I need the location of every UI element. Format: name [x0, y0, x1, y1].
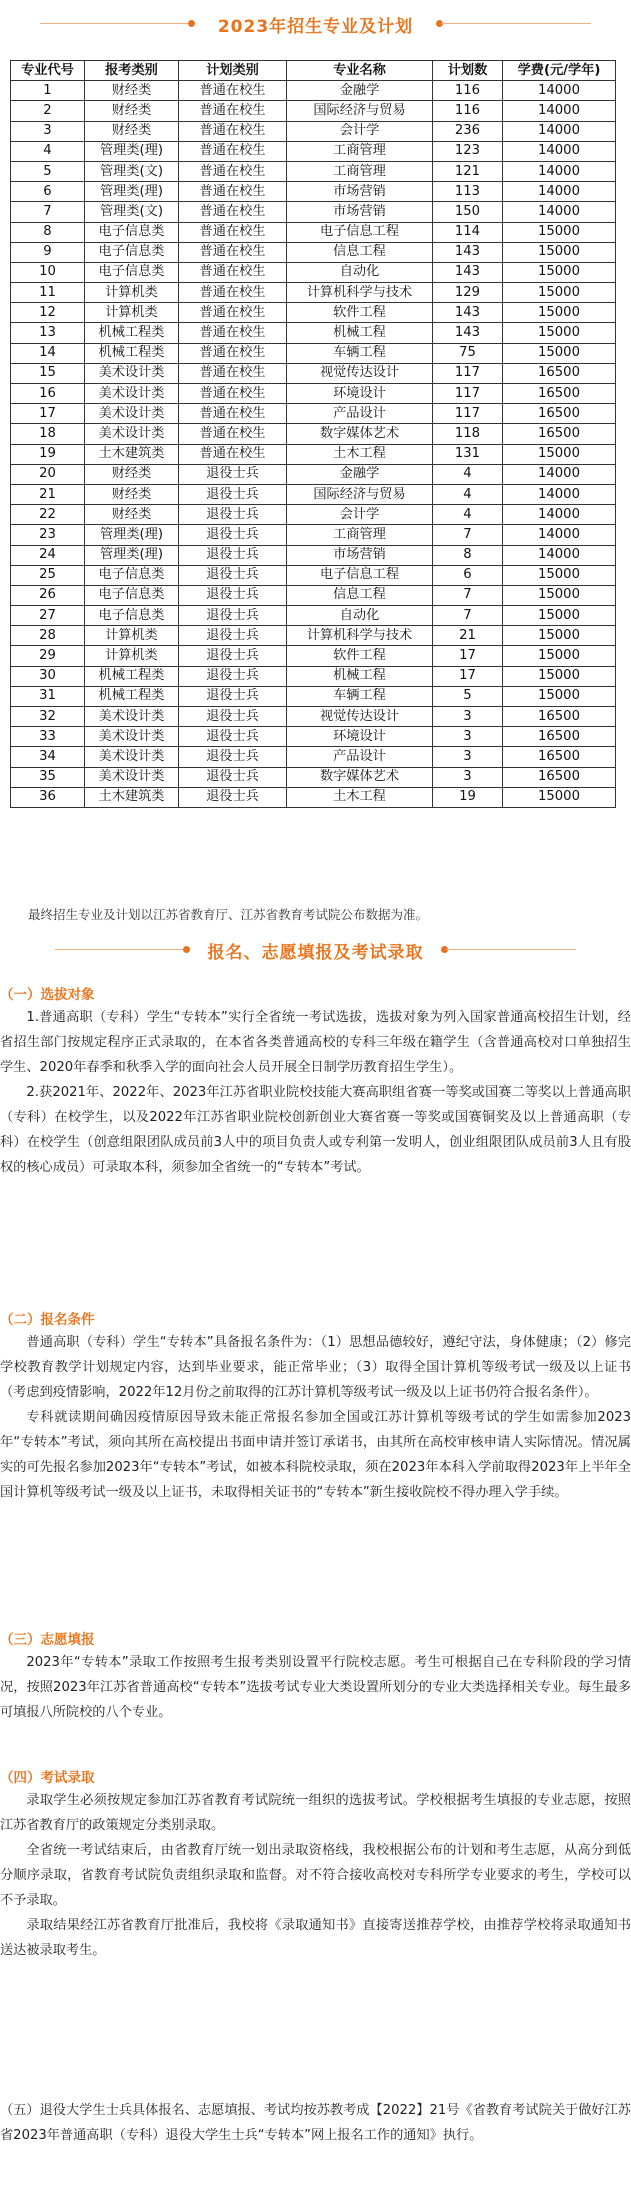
cell-exam-category: 电子信息类 [85, 222, 179, 242]
cell-tuition: 15000 [503, 606, 616, 626]
cell-major-name: 国际经济与贸易 [287, 484, 433, 504]
cell-plan-category: 退役士兵 [179, 585, 287, 605]
section-heading: （二）报名条件 [0, 1312, 95, 1328]
title-divider-left [40, 23, 190, 24]
plan-title-banner [0, 0, 631, 48]
cell-major-name: 信息工程 [287, 242, 433, 262]
cell-major-name: 产品设计 [287, 747, 433, 767]
table-row [11, 303, 616, 323]
cell-major-code: 3 [11, 121, 85, 141]
cell-tuition: 16500 [503, 424, 616, 444]
cell-plan-category: 普通在校生 [179, 202, 287, 222]
header-exam-category: 报考类别 [85, 61, 179, 81]
cell-major-code: 14 [11, 343, 85, 363]
cell-exam-category: 管理类(理) [85, 525, 179, 545]
cell-plan-count: 113 [433, 182, 503, 202]
cell-plan-count: 7 [433, 606, 503, 626]
section-heading: （三）志愿填报 [0, 1632, 95, 1648]
table-row [11, 141, 616, 161]
table-row [11, 767, 616, 787]
cell-tuition: 14000 [503, 484, 616, 504]
cell-exam-category: 土木建筑类 [85, 444, 179, 464]
cell-plan-count: 6 [433, 565, 503, 585]
cell-tuition: 15000 [503, 303, 616, 323]
cell-major-name: 国际经济与贸易 [287, 101, 433, 121]
cell-major-name: 金融学 [287, 464, 433, 484]
cell-plan-count: 4 [433, 464, 503, 484]
cell-major-name: 自动化 [287, 262, 433, 282]
title-divider-right [441, 23, 591, 24]
cell-plan-count: 123 [433, 141, 503, 161]
cell-exam-category: 美术设计类 [85, 424, 179, 444]
header-tuition: 学费(元/学年) [503, 61, 616, 81]
table-row [11, 242, 616, 262]
cell-plan-count: 143 [433, 303, 503, 323]
cell-major-code: 27 [11, 606, 85, 626]
cell-major-name: 工商管理 [287, 525, 433, 545]
cell-plan-category: 退役士兵 [179, 727, 287, 747]
table-row [11, 727, 616, 747]
cell-plan-count: 117 [433, 404, 503, 424]
cell-exam-category: 美术设计类 [85, 727, 179, 747]
cell-major-code: 5 [11, 161, 85, 181]
cell-plan-category: 普通在校生 [179, 384, 287, 404]
cell-tuition: 15000 [503, 242, 616, 262]
cell-tuition: 14000 [503, 182, 616, 202]
cell-plan-category: 退役士兵 [179, 686, 287, 706]
table-row [11, 484, 616, 504]
cell-major-code: 23 [11, 525, 85, 545]
cell-major-name: 会计学 [287, 121, 433, 141]
cell-major-code: 24 [11, 545, 85, 565]
table-row [11, 262, 616, 282]
table-row [11, 202, 616, 222]
cell-plan-category: 退役士兵 [179, 606, 287, 626]
cell-major-code: 35 [11, 767, 85, 787]
cell-plan-category: 退役士兵 [179, 646, 287, 666]
header-plan-count: 计划数 [433, 61, 503, 81]
cell-plan-count: 236 [433, 121, 503, 141]
cell-major-code: 13 [11, 323, 85, 343]
table-row [11, 707, 616, 727]
section-heading: （一）选拔对象 [0, 987, 95, 1003]
cell-plan-category: 普通在校生 [179, 161, 287, 181]
cell-plan-category: 普通在校生 [179, 323, 287, 343]
cell-tuition: 15000 [503, 787, 616, 807]
cell-tuition: 16500 [503, 707, 616, 727]
cell-major-name: 金融学 [287, 81, 433, 101]
cell-major-code: 12 [11, 303, 85, 323]
cell-exam-category: 电子信息类 [85, 242, 179, 262]
table-row [11, 323, 616, 343]
cell-major-code: 30 [11, 666, 85, 686]
table-row [11, 101, 616, 121]
cell-tuition: 14000 [503, 161, 616, 181]
cell-major-code: 19 [11, 444, 85, 464]
cell-major-name: 视觉传达设计 [287, 707, 433, 727]
cell-exam-category: 美术设计类 [85, 404, 179, 424]
cell-plan-count: 4 [433, 484, 503, 504]
paragraph: 2.获2021年、2022年、2023年江苏省职业院校技能大赛高职组省赛一等奖或国赛二等奖以上普通高职（专科）在校学生，以及2022年江苏省职业院校创新创业大赛省赛一等奖或国赛铜奖及以上普通高职（专科）在校学生（创意组限团队成员前3人中的项目负责人或专利第一发明人，创业组限团队成员前3人且有股权的核心成员）可录取本科，须参加全省统一的“专转本”考试。 [0, 1085, 631, 1175]
cell-major-code: 18 [11, 424, 85, 444]
cell-exam-category: 计算机类 [85, 303, 179, 323]
cell-tuition: 14000 [503, 202, 616, 222]
table-row [11, 565, 616, 585]
cell-exam-category: 电子信息类 [85, 606, 179, 626]
cell-plan-count: 131 [433, 444, 503, 464]
cell-plan-category: 普通在校生 [179, 363, 287, 383]
cell-exam-category: 管理类(理) [85, 141, 179, 161]
cell-plan-category: 普通在校生 [179, 141, 287, 161]
cell-major-name: 数字媒体艺术 [287, 767, 433, 787]
table-row [11, 182, 616, 202]
table-row [11, 505, 616, 525]
cell-exam-category: 美术设计类 [85, 707, 179, 727]
cell-tuition: 15000 [503, 444, 616, 464]
cell-major-code: 34 [11, 747, 85, 767]
cell-plan-category: 普通在校生 [179, 283, 287, 303]
cell-plan-count: 3 [433, 767, 503, 787]
cell-exam-category: 美术设计类 [85, 363, 179, 383]
cell-exam-category: 财经类 [85, 464, 179, 484]
cell-plan-count: 75 [433, 343, 503, 363]
cell-exam-category: 管理类(理) [85, 545, 179, 565]
header-plan-category: 计划类别 [179, 61, 287, 81]
cell-major-name: 计算机科学与技术 [287, 626, 433, 646]
cell-major-code: 7 [11, 202, 85, 222]
table-row [11, 283, 616, 303]
table-header-row [11, 61, 616, 81]
cell-major-name: 机械工程 [287, 666, 433, 686]
cell-exam-category: 管理类(文) [85, 161, 179, 181]
cell-major-name: 环境设计 [287, 384, 433, 404]
cell-plan-count: 143 [433, 323, 503, 343]
cell-major-code: 22 [11, 505, 85, 525]
cell-plan-count: 114 [433, 222, 503, 242]
plan-title: 2023年招生专业及计划 [208, 12, 423, 37]
section-veterans [0, 2098, 631, 2148]
cell-exam-category: 计算机类 [85, 283, 179, 303]
header-major-code: 专业代号 [11, 61, 85, 81]
cell-plan-count: 3 [433, 707, 503, 727]
cell-plan-category: 退役士兵 [179, 464, 287, 484]
cell-plan-category: 普通在校生 [179, 81, 287, 101]
cell-major-code: 2 [11, 101, 85, 121]
cell-plan-count: 117 [433, 384, 503, 404]
cell-major-name: 数字媒体艺术 [287, 424, 433, 444]
section-eligibility [0, 1310, 631, 1505]
cell-major-name: 市场营销 [287, 182, 433, 202]
table-row [11, 787, 616, 807]
cell-tuition: 15000 [503, 283, 616, 303]
cell-plan-category: 退役士兵 [179, 767, 287, 787]
cell-tuition: 15000 [503, 646, 616, 666]
cell-major-code: 29 [11, 646, 85, 666]
cell-tuition: 16500 [503, 363, 616, 383]
cell-plan-count: 3 [433, 727, 503, 747]
table-row [11, 545, 616, 565]
cell-tuition: 16500 [503, 727, 616, 747]
cell-major-name: 土木工程 [287, 787, 433, 807]
section-title: 报名、志愿填报及考试录取 [198, 938, 434, 963]
cell-tuition: 16500 [503, 384, 616, 404]
cell-plan-category: 普通在校生 [179, 404, 287, 424]
cell-exam-category: 美术设计类 [85, 767, 179, 787]
cell-plan-count: 3 [433, 747, 503, 767]
cell-plan-category: 普通在校生 [179, 121, 287, 141]
cell-plan-category: 普通在校生 [179, 182, 287, 202]
cell-plan-category: 退役士兵 [179, 707, 287, 727]
cell-major-code: 36 [11, 787, 85, 807]
cell-major-name: 环境设计 [287, 727, 433, 747]
cell-plan-count: 121 [433, 161, 503, 181]
cell-major-code: 28 [11, 626, 85, 646]
paragraph: 全省统一考试结束后，由省教育厅统一划出录取资格线，我校根据公布的计划和考生志愿，从高分到低分顺序录取，省教育考试院负责组织录取和监督。对不符合接收高校对专科所学专业要求的考生，学校可以不予录取。 [0, 1843, 631, 1908]
cell-major-name: 信息工程 [287, 585, 433, 605]
cell-plan-category: 普通在校生 [179, 242, 287, 262]
table-row [11, 525, 616, 545]
cell-tuition: 14000 [503, 505, 616, 525]
title-dot-left [188, 20, 195, 27]
cell-major-code: 9 [11, 242, 85, 262]
cell-tuition: 15000 [503, 565, 616, 585]
table-row [11, 222, 616, 242]
cell-major-name: 软件工程 [287, 646, 433, 666]
cell-exam-category: 机械工程类 [85, 323, 179, 343]
cell-plan-category: 退役士兵 [179, 484, 287, 504]
table-row [11, 363, 616, 383]
cell-major-name: 产品设计 [287, 404, 433, 424]
cell-tuition: 15000 [503, 666, 616, 686]
table-row [11, 666, 616, 686]
cell-exam-category: 电子信息类 [85, 585, 179, 605]
table-row [11, 585, 616, 605]
cell-tuition: 16500 [503, 767, 616, 787]
cell-exam-category: 电子信息类 [85, 262, 179, 282]
cell-major-code: 17 [11, 404, 85, 424]
cell-major-code: 6 [11, 182, 85, 202]
cell-plan-count: 143 [433, 242, 503, 262]
cell-plan-category: 普通在校生 [179, 444, 287, 464]
cell-plan-category: 退役士兵 [179, 747, 287, 767]
cell-exam-category: 机械工程类 [85, 686, 179, 706]
cell-exam-category: 电子信息类 [85, 565, 179, 585]
cell-major-name: 软件工程 [287, 303, 433, 323]
cell-exam-category: 财经类 [85, 484, 179, 504]
cell-plan-category: 退役士兵 [179, 565, 287, 585]
cell-exam-category: 机械工程类 [85, 343, 179, 363]
paragraph: （五）退役大学生士兵具体报名、志愿填报、考试均按苏教考成【2022】21号《省教育考试院关于做好江苏省2023年普通高职（专科）退役大学生士兵“专转本”网上报名工作的通知》执行。 [0, 2103, 631, 2143]
cell-tuition: 14000 [503, 545, 616, 565]
table-row [11, 343, 616, 363]
cell-plan-category: 退役士兵 [179, 545, 287, 565]
table-row [11, 404, 616, 424]
cell-exam-category: 财经类 [85, 101, 179, 121]
section-selection-targets [0, 985, 631, 1180]
cell-major-name: 土木工程 [287, 444, 433, 464]
cell-plan-category: 普通在校生 [179, 101, 287, 121]
cell-plan-count: 116 [433, 101, 503, 121]
cell-plan-category: 退役士兵 [179, 505, 287, 525]
cell-major-name: 机械工程 [287, 323, 433, 343]
cell-major-code: 8 [11, 222, 85, 242]
cell-exam-category: 计算机类 [85, 626, 179, 646]
cell-plan-category: 普通在校生 [179, 222, 287, 242]
cell-exam-category: 财经类 [85, 505, 179, 525]
cell-tuition: 16500 [503, 404, 616, 424]
table-row [11, 747, 616, 767]
table-row [11, 464, 616, 484]
cell-plan-category: 普通在校生 [179, 424, 287, 444]
cell-plan-count: 19 [433, 787, 503, 807]
cell-tuition: 14000 [503, 525, 616, 545]
cell-plan-count: 5 [433, 686, 503, 706]
table-row [11, 384, 616, 404]
cell-major-name: 车辆工程 [287, 343, 433, 363]
cell-major-code: 4 [11, 141, 85, 161]
cell-plan-count: 7 [433, 525, 503, 545]
cell-tuition: 14000 [503, 121, 616, 141]
cell-major-code: 31 [11, 686, 85, 706]
cell-plan-category: 退役士兵 [179, 787, 287, 807]
section-preference-filling [0, 1630, 631, 1725]
cell-tuition: 16500 [503, 747, 616, 767]
paragraph: 普通高职（专科）学生“专转本”具备报名条件为：（1）思想品德较好，遵纪守法，身体健康；（2）修完学校教育教学计划规定内容，达到毕业要求，能正常毕业；（3）取得全国计算机等级考试一级及以上证书（考虑到疫情影响，2022年12月份之前取得的江苏计算机等级考试一级及以上证书仍符合报名条件）。 [0, 1335, 631, 1400]
cell-exam-category: 美术设计类 [85, 384, 179, 404]
table-row [11, 424, 616, 444]
cell-major-code: 25 [11, 565, 85, 585]
cell-major-code: 16 [11, 384, 85, 404]
cell-plan-count: 150 [433, 202, 503, 222]
cell-tuition: 14000 [503, 81, 616, 101]
cell-major-name: 计算机科学与技术 [287, 283, 433, 303]
header-major-name: 专业名称 [287, 61, 433, 81]
cell-major-name: 市场营销 [287, 202, 433, 222]
cell-major-name: 市场营销 [287, 545, 433, 565]
cell-plan-category: 普通在校生 [179, 303, 287, 323]
paragraph: 专科就读期间确因疫情原因导致未能正常报名参加全国或江苏计算机等级考试的学生如需参加2023年“专转本”考试，须向其所在高校提出书面申请并签订承诺书，由其所在高校审核申请人实际情况。情况属实的可先报名参加2023年“专转本”考试，如被本科院校录取，须在2023年本科入学前取得2023年上半年全国计算机等级考试一级及以上证书，未取得相关证书的“专转本”新生接收院校不得办理入学手续。 [0, 1410, 631, 1500]
table-row [11, 161, 616, 181]
table-row [11, 646, 616, 666]
table-row [11, 444, 616, 464]
cell-major-name: 视觉传达设计 [287, 363, 433, 383]
table-row [11, 81, 616, 101]
section-divider-left [55, 949, 185, 950]
cell-plan-category: 退役士兵 [179, 626, 287, 646]
cell-exam-category: 土木建筑类 [85, 787, 179, 807]
cell-exam-category: 管理类(文) [85, 202, 179, 222]
cell-plan-count: 17 [433, 646, 503, 666]
table-row [11, 121, 616, 141]
cell-tuition: 14000 [503, 464, 616, 484]
cell-major-code: 15 [11, 363, 85, 383]
cell-tuition: 15000 [503, 626, 616, 646]
cell-plan-count: 8 [433, 545, 503, 565]
cell-major-name: 工商管理 [287, 161, 433, 181]
cell-tuition: 15000 [503, 262, 616, 282]
cell-exam-category: 管理类(理) [85, 182, 179, 202]
table-body [11, 81, 616, 808]
cell-major-code: 10 [11, 262, 85, 282]
paragraph: 1.普通高职（专科）学生“专转本”实行全省统一考试选拔，选拔对象为列入国家普通高校招生计划，经省招生部门按规定程序正式录取的，在本省各类普通高校的专科三年级在籍学生（含普通高校对口单独招生学生、2020年春季和秋季入学的面向社会人员开展全日制学历教育招生学生）。 [0, 1010, 631, 1075]
cell-major-name: 车辆工程 [287, 686, 433, 706]
cell-major-code: 33 [11, 727, 85, 747]
cell-major-code: 20 [11, 464, 85, 484]
cell-tuition: 14000 [503, 141, 616, 161]
section-dot-left [183, 946, 190, 953]
cell-major-name: 电子信息工程 [287, 222, 433, 242]
cell-exam-category: 美术设计类 [85, 747, 179, 767]
paragraph: 录取学生必须按规定参加江苏省教育考试院统一组织的选拔考试。学校根据考生填报的专业志愿，按照江苏省教育厅的政策规定分类别录取。 [0, 1793, 631, 1833]
cell-major-code: 11 [11, 283, 85, 303]
cell-plan-category: 退役士兵 [179, 666, 287, 686]
cell-major-name: 电子信息工程 [287, 565, 433, 585]
section-divider-right [446, 949, 576, 950]
section-heading: （四）考试录取 [0, 1770, 95, 1786]
cell-tuition: 15000 [503, 343, 616, 363]
cell-plan-count: 143 [433, 262, 503, 282]
cell-plan-count: 17 [433, 666, 503, 686]
cell-exam-category: 计算机类 [85, 646, 179, 666]
cell-plan-category: 普通在校生 [179, 262, 287, 282]
cell-tuition: 15000 [503, 222, 616, 242]
cell-plan-category: 退役士兵 [179, 525, 287, 545]
cell-plan-count: 4 [433, 505, 503, 525]
cell-tuition: 15000 [503, 585, 616, 605]
cell-plan-count: 129 [433, 283, 503, 303]
cell-plan-count: 7 [433, 585, 503, 605]
cell-plan-count: 117 [433, 363, 503, 383]
cell-major-code: 26 [11, 585, 85, 605]
cell-major-name: 自动化 [287, 606, 433, 626]
table-row [11, 606, 616, 626]
cell-major-code: 1 [11, 81, 85, 101]
cell-plan-count: 118 [433, 424, 503, 444]
cell-exam-category: 财经类 [85, 121, 179, 141]
cell-major-code: 32 [11, 707, 85, 727]
table-row [11, 686, 616, 706]
cell-major-name: 会计学 [287, 505, 433, 525]
cell-tuition: 14000 [503, 101, 616, 121]
cell-major-name: 工商管理 [287, 141, 433, 161]
cell-plan-count: 21 [433, 626, 503, 646]
cell-tuition: 15000 [503, 686, 616, 706]
cell-exam-category: 机械工程类 [85, 666, 179, 686]
table-note: 最终招生专业及计划以江苏省教育厅、江苏省教育考试院公布数据为准。 [28, 907, 429, 922]
paragraph: 录取结果经江苏省教育厅批准后，我校将《录取通知书》直接寄送推荐学校，由推荐学校将录取通知书送达被录取考生。 [0, 1918, 631, 1958]
cell-major-code: 21 [11, 484, 85, 504]
cell-exam-category: 财经类 [85, 81, 179, 101]
cell-plan-count: 116 [433, 81, 503, 101]
section-admission [0, 1768, 631, 1963]
table-row [11, 626, 616, 646]
cell-plan-category: 普通在校生 [179, 343, 287, 363]
paragraph: 2023年“专转本”录取工作按照考生报考类别设置平行院校志愿。考生可根据自己在专科阶段的学习情况，按照2023年江苏省普通高校“专转本”选拔考试专业大类设置所划分的专业大类选择相关专业。每生最多可填报八所院校的八个专业。 [0, 1655, 631, 1720]
enrollment-plan-table [10, 60, 616, 808]
cell-tuition: 15000 [503, 323, 616, 343]
section-title-banner [0, 925, 631, 975]
